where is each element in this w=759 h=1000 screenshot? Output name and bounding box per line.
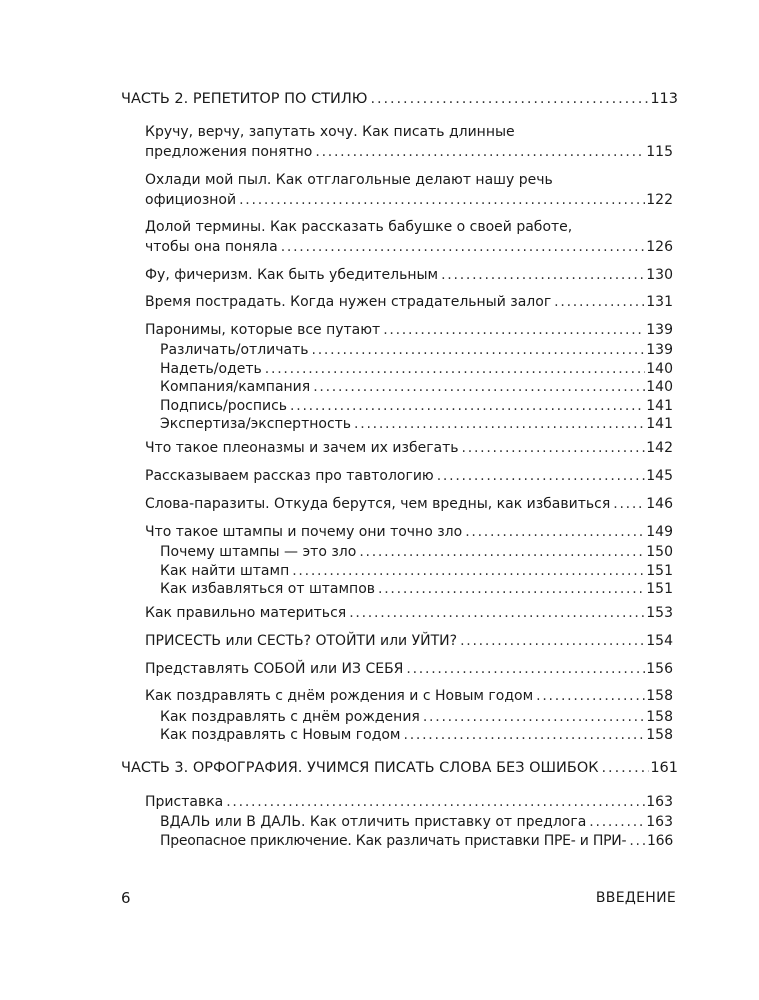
dot-leader	[629, 832, 646, 850]
toc-entry-page: 153	[646, 605, 673, 621]
dot-leader	[315, 143, 645, 161]
toc-subentry	[160, 562, 673, 580]
toc-entry-title: Что такое штампы и почему они точно зло	[145, 524, 463, 540]
toc-entry-page: 163	[646, 814, 673, 830]
toc-entry-page: 140	[646, 361, 673, 377]
dot-leader	[437, 467, 646, 485]
toc-subentry	[160, 397, 673, 415]
dot-leader	[226, 793, 645, 811]
toc-entry-title: ЧАСТЬ 2. РЕПЕТИТОР ПО СТИЛЮ	[121, 91, 368, 107]
dot-leader	[349, 604, 645, 622]
dot-leader	[265, 360, 645, 378]
toc-entry-page: 130	[646, 267, 673, 283]
toc-entry	[145, 632, 673, 650]
toc-entry-title: ПРИСЕСТЬ или СЕСТЬ? ОТОЙТИ или УЙТИ?	[145, 633, 458, 649]
toc-entry-title: чтобы она поняла	[145, 239, 278, 255]
toc-entry-page: 149	[646, 524, 673, 540]
toc-entry	[145, 604, 673, 622]
toc-subentry	[160, 580, 673, 598]
toc-entry-page: 163	[646, 794, 673, 810]
toc-entry-page: 158	[646, 727, 673, 743]
dot-leader	[312, 341, 646, 359]
dot-leader	[462, 439, 646, 457]
toc-entry-page: 158	[646, 688, 673, 704]
toc-entry-page: 139	[646, 322, 673, 338]
dot-leader	[383, 321, 645, 339]
dot-leader	[554, 293, 645, 311]
toc-entry-page: 126	[646, 239, 673, 255]
toc-entry-title: Как поздравлять с Новым годом	[160, 727, 401, 743]
toc-entry-title: Как найти штамп	[160, 563, 290, 579]
dot-leader	[602, 759, 650, 777]
toc-entry-page: 158	[646, 709, 673, 725]
toc-entry	[145, 687, 673, 705]
dot-leader	[460, 632, 645, 650]
toc-entry-page: 140	[646, 379, 673, 395]
toc-entry-title: Как избавляться от штампов	[160, 581, 376, 597]
toc-entry	[145, 321, 673, 339]
toc-entry	[145, 660, 673, 678]
toc-entry-part-3	[121, 759, 678, 777]
toc-entry-title-line1: Охлади мой пыл. Как отглагольные делают нашу речь	[145, 172, 553, 188]
toc-subentry	[160, 813, 673, 831]
toc-subentry	[160, 708, 673, 726]
toc-entry-title: предложения понятно	[145, 144, 313, 160]
running-head: ВВЕДЕНИЕ	[595, 890, 676, 906]
dot-leader	[536, 687, 645, 705]
dot-leader	[359, 543, 645, 561]
toc-entry	[145, 467, 673, 485]
toc-entry-page: 142	[646, 440, 673, 456]
dot-leader	[404, 726, 646, 744]
toc-entry	[145, 793, 673, 811]
toc-entry-page: 115	[646, 144, 673, 160]
toc-entry-page: 161	[650, 760, 678, 776]
dot-leader	[313, 378, 645, 396]
toc-entry	[145, 266, 673, 284]
toc-entry-title: Преопасное приключение. Как различать приставки ПРЕ- и ПРИ-	[160, 833, 627, 849]
page-number: 6	[121, 889, 131, 907]
toc-entry-title: Как поздравлять с днём рождения и с Новым годом	[145, 688, 534, 704]
toc-entry-title: Компания/кампания	[160, 379, 311, 395]
dot-leader	[290, 397, 645, 415]
dot-leader	[378, 580, 645, 598]
dot-leader	[613, 495, 645, 513]
dot-leader	[239, 191, 645, 209]
toc-entry-title: официозной	[145, 192, 237, 208]
toc-entry	[145, 238, 673, 256]
toc-entry	[145, 191, 673, 209]
toc-subentry	[160, 543, 673, 561]
toc-entry-title: Время пострадать. Когда нужен страдательный залог	[145, 294, 552, 310]
toc-entry-title: Различать/отличать	[160, 342, 309, 358]
toc-entry-page: 151	[646, 581, 673, 597]
toc-entry-page: 145	[646, 468, 673, 484]
toc-entry-page: 122	[646, 192, 673, 208]
toc-entry-title-line1: Долой термины. Как рассказать бабушке о своей работе,	[145, 219, 573, 235]
toc-entry-page: 150	[646, 544, 673, 560]
toc-entry-page: 113	[650, 91, 678, 107]
dot-leader	[406, 660, 645, 678]
toc-subentry	[160, 341, 673, 359]
toc-entry	[145, 143, 673, 161]
toc-entry-title: Представлять СОБОЙ или ИЗ СЕБЯ	[145, 661, 404, 677]
toc-subentry	[160, 360, 673, 378]
toc-entry-part-2	[121, 90, 678, 108]
toc-entry-title: Экспертиза/экспертность	[160, 416, 352, 432]
dot-leader	[370, 90, 649, 108]
toc-entry-page: 154	[646, 633, 673, 649]
toc-entry-title: Подпись/роспись	[160, 398, 288, 414]
dot-leader	[423, 708, 645, 726]
toc-entry-title: ЧАСТЬ 3. ОРФОГРАФИЯ. УЧИМСЯ ПИСАТЬ СЛОВА БЕЗ ОШИБОК	[121, 760, 599, 776]
toc-entry-title: Слова-паразиты. Откуда берутся, чем вредны, как избавиться	[145, 496, 611, 512]
toc-entry-title: Почему штампы — это зло	[160, 544, 357, 560]
toc-entry-page: 131	[646, 294, 673, 310]
toc-entry-title: Надеть/одеть	[160, 361, 262, 377]
dot-leader	[441, 266, 645, 284]
toc-subentry	[160, 726, 673, 744]
toc-entry-title: ВДАЛЬ или В ДАЛЬ. Как отличить приставку от предлога	[160, 814, 587, 830]
toc-entry-page: 139	[646, 342, 673, 358]
toc-entry-page: 141	[646, 398, 673, 414]
toc-entry-title: Паронимы, которые все путают	[145, 322, 381, 338]
toc-entry-page: 146	[646, 496, 673, 512]
toc-subentry	[160, 415, 673, 433]
toc-entry-title: Что такое плеоназмы и зачем их избегать	[145, 440, 459, 456]
toc-entry-page: 156	[646, 661, 673, 677]
dot-leader	[281, 238, 646, 256]
toc-entry-page: 141	[646, 416, 673, 432]
dot-leader	[465, 523, 645, 541]
toc-entry-title: Рассказываем рассказ про тавтологию	[145, 468, 434, 484]
dot-leader	[589, 813, 645, 831]
toc-entry-title-line1: Кручу, верчу, запутать хочу. Как писать длинные	[145, 124, 515, 140]
toc-entry	[145, 293, 673, 311]
toc-entry	[145, 439, 673, 457]
toc-entry-title: Приставка	[145, 794, 224, 810]
toc-entry	[145, 523, 673, 541]
toc-subentry	[160, 378, 673, 396]
toc-entry-title: Как поздравлять с днём рождения	[160, 709, 420, 725]
toc-entry	[145, 495, 673, 513]
toc-entry-title: Как правильно материться	[145, 605, 347, 621]
toc-entry-page: 166	[647, 833, 673, 849]
toc-subentry	[160, 832, 673, 850]
toc-entry-page: 151	[646, 563, 673, 579]
toc-entry-title: Фу, фичеризм. Как быть убедительным	[145, 267, 439, 283]
dot-leader	[354, 415, 645, 433]
dot-leader	[292, 562, 645, 580]
